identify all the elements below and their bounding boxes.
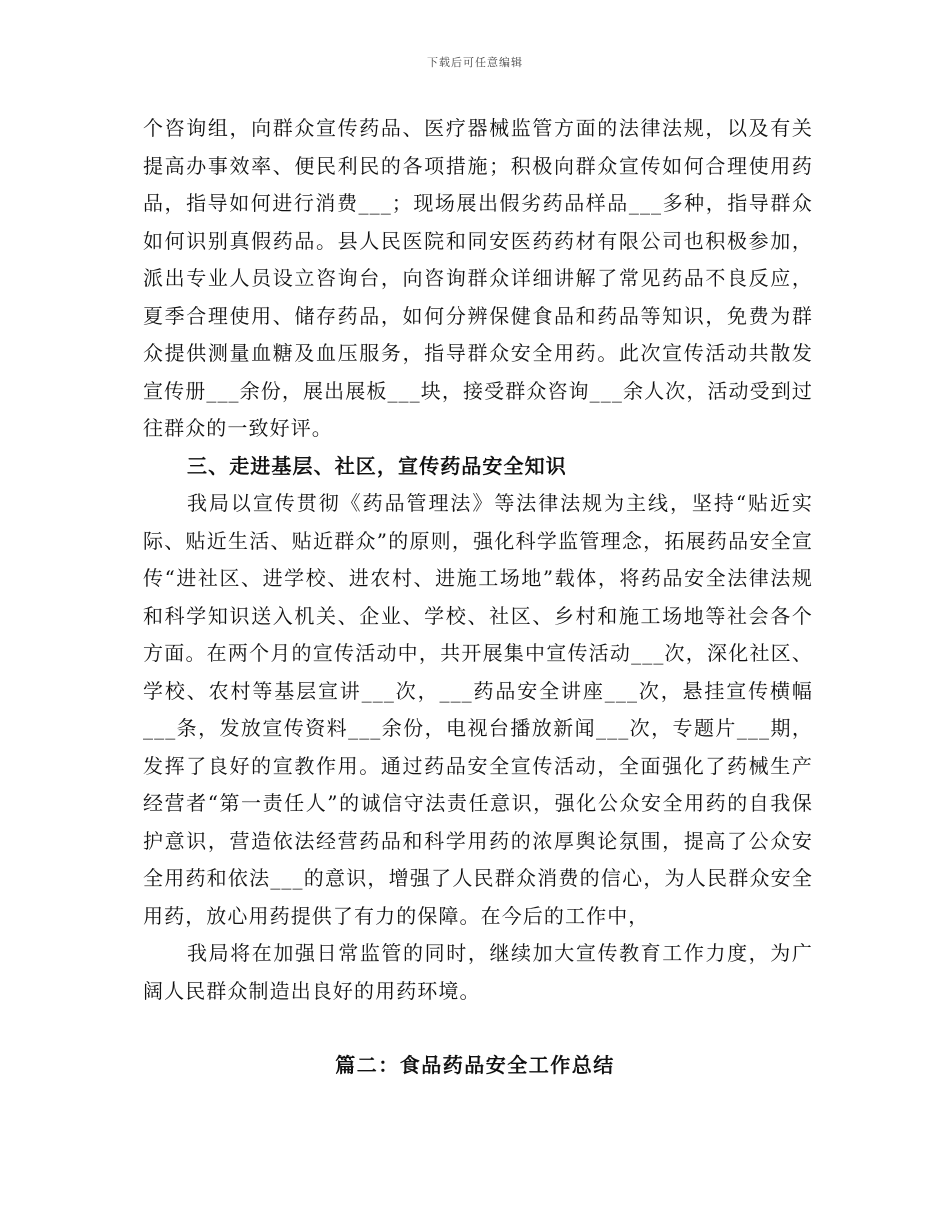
- body-paragraph: 我局将在加强日常监管的同时，继续加大宣传教育工作力度，为广阔人民群众制造出良好的用药环境。: [143, 941, 813, 1003]
- page-header-note: 下载后可任意编辑: [427, 56, 523, 69]
- body-paragraph: 我局以宣传贯彻《药品管理法》等法律法规为主线，坚持“贴近实际、贴近生活、贴近群众”的原则，强化科学监管理念，拓展药品安全宣传“进社区、进学校、进农村、进施工场地”载体，将药品安全法律法规和科学知识送入机关、企业、学校、社区、乡村和施工场地等社会各个方面。在两个月的宣传活动中，共开展集中宣传活动___次，深化社区、学校、农村等基层宣讲___次，___药品安全讲座___次，悬挂宣传横幅___条，发放宣传资料___余份，电视台播放新闻___次，专题片___期，发挥了良好的宣教作用。通过药品安全宣传活动，全面强化了药械生产经营者“第一责任人”的诚信守法责任意识，强化公众安全用药的自我保护意识，营造依法经营药品和科学用药的浓厚舆论氛围，提高了公众安全用药和依法___的意识，增强了人民群众消费的信心，为人民群众安全用药，放心用药提供了有力的保障。在今后的工作中，: [143, 491, 813, 928]
- document-body: [143, 110, 813, 1010]
- body-paragraph: 个咨询组，向群众宣传药品、医疗器械监管方面的法律法规，以及有关提高办事效率、便民利民的各项措施；积极向群众宣传如何合理使用药品，指导如何进行消费___；现场展出假劣药品样品___多种，指导群众如何识别真假药品。县人民医院和同安医药药材有限公司也积极参加，派出专业人员设立咨询台，向咨询群众详细讲解了常见药品不良反应，夏季合理使用、储存药品，如何分辨保健食品和药品等知识，免费为群众提供测量血糖及血压服务，指导群众安全用药。此次宣传活动共散发宣传册___余份，展出展板___块，接受群众咨询___余人次，活动受到过往群众的一致好评。: [143, 116, 813, 440]
- section-heading: 三、走进基层、社区，宣传药品安全知识: [187, 453, 567, 478]
- chapter-title: 篇二：食品药品安全工作总结: [335, 1053, 615, 1077]
